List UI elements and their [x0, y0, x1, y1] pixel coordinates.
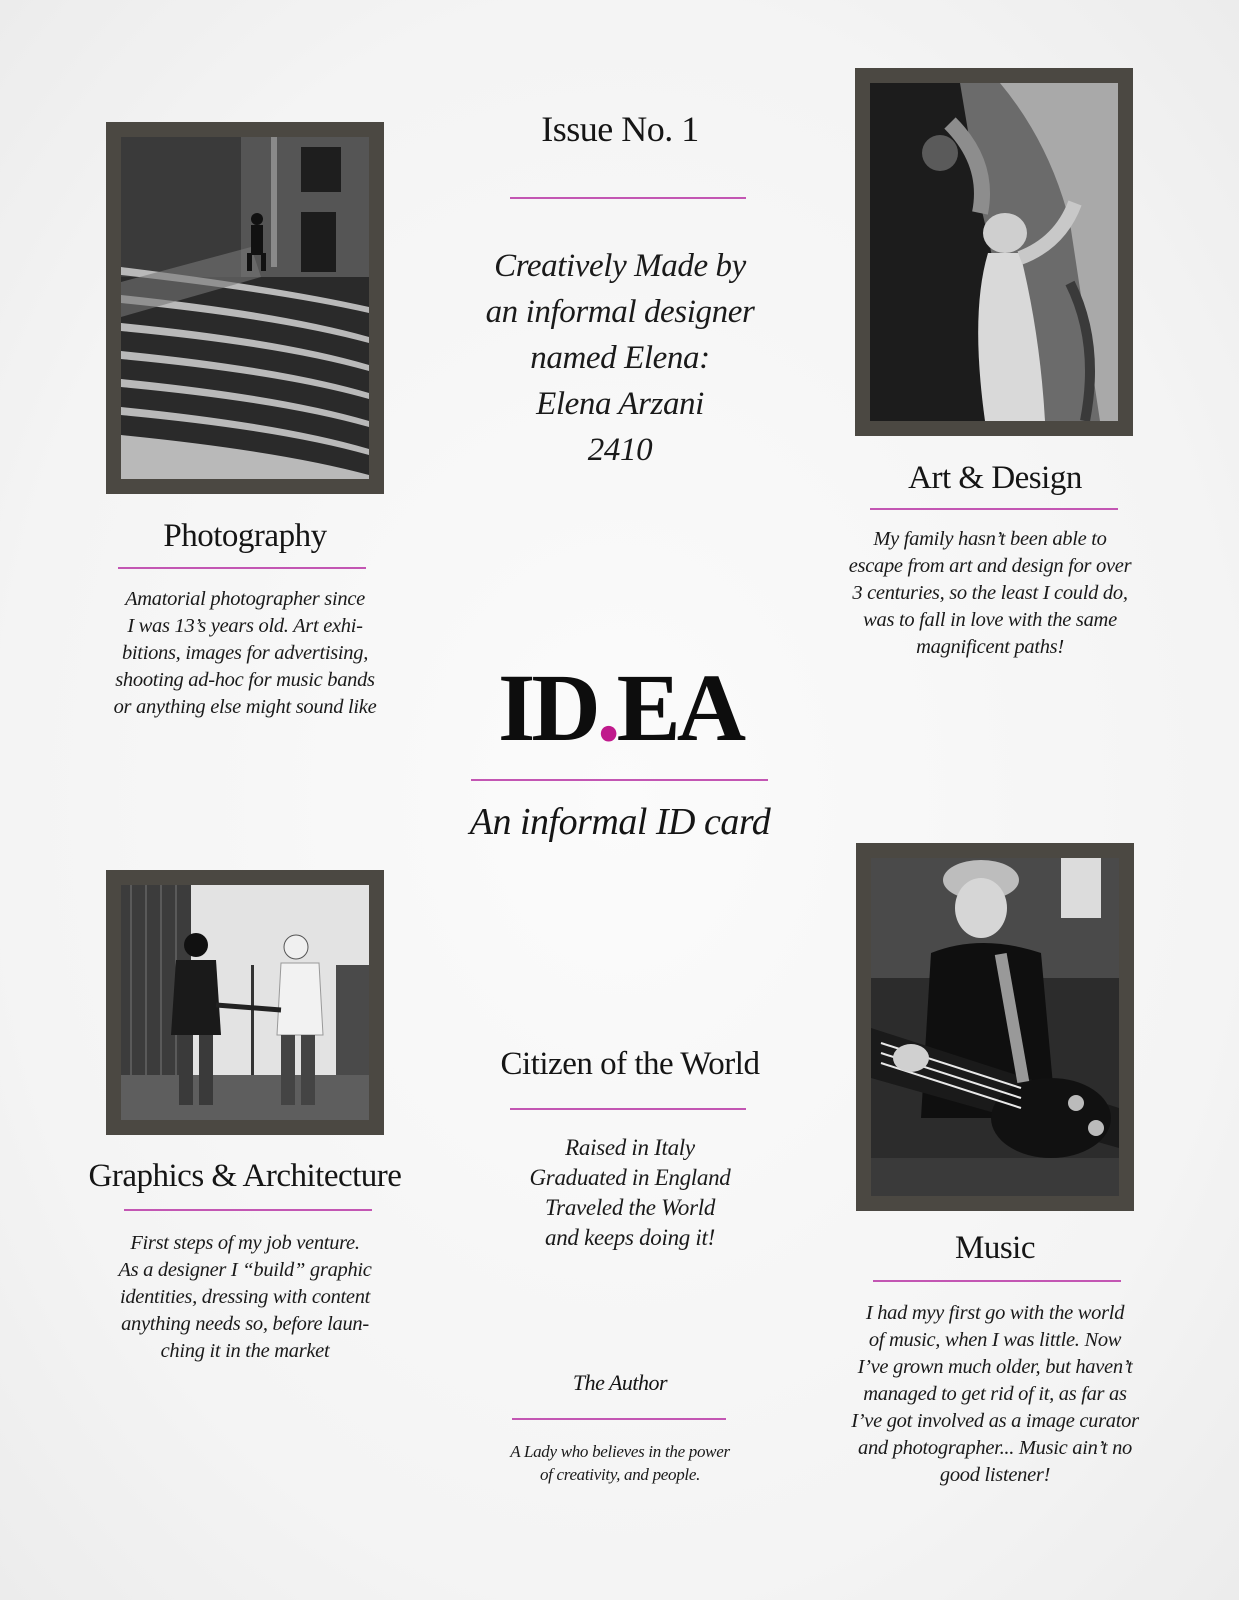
logo-part-ea: EA — [616, 654, 743, 761]
issue-number: Issue No. 1 — [541, 109, 699, 149]
graphics-photo — [121, 885, 369, 1120]
photography-photo — [121, 137, 369, 479]
tagline: An informal ID card — [469, 801, 771, 843]
art-design-title: Art & Design — [908, 460, 1082, 496]
idea-logo — [440, 654, 800, 761]
logo-dot: . — [596, 654, 617, 761]
credit-text: Creatively Made by an informal designer named Elena: Elena Arzani 2410 — [485, 248, 755, 468]
art-design-body: My family hasn’t been able to escape from art and design for over 3 centuries, so the least I could do, was to fall in love with the same magnificent paths! — [848, 528, 1132, 658]
photography-body: Amatorial photographer since I was 13’s years old. Art exhi- bitions, images for advertising, shooting ad-hoc for music bands or anything else might sound like — [113, 588, 377, 718]
music-photo-frame — [856, 843, 1134, 1211]
divider-issue — [510, 197, 746, 199]
citizen-title: Citizen of the World — [500, 1046, 760, 1082]
art-design-photo — [870, 83, 1118, 421]
divider-graphics — [124, 1209, 372, 1211]
graphics-body: First steps of my job venture. As a designer I “build” graphic identities, dressing with content anything needs so, before laun- ching it in the market — [118, 1232, 372, 1362]
citizen-body: Raised in Italy Graduated in England Traveled the World and keeps doing it! — [529, 1135, 731, 1250]
graphics-title: Graphics & Architecture — [88, 1158, 402, 1194]
divider-logo — [471, 779, 768, 781]
music-title: Music — [955, 1230, 1035, 1266]
divider-art-design — [870, 508, 1118, 510]
divider-citizen — [510, 1108, 746, 1110]
photography-photo-frame — [106, 122, 384, 494]
photography-title: Photography — [163, 518, 327, 554]
graphics-photo-frame — [106, 870, 384, 1135]
author-title: The Author — [572, 1370, 668, 1395]
music-body: I had myy first go with the world of music, when I was little. Now I’ve grown much older, but haven’t managed to get rid of it, as far as I’ve got involved as a image curator and photographer... Music ain’t no good listener! — [851, 1302, 1139, 1486]
art-design-photo-frame — [855, 68, 1133, 436]
divider-photography — [118, 567, 366, 569]
divider-author — [512, 1418, 726, 1420]
author-body: A Lady who believes in the power of creativity, and people. — [510, 1442, 730, 1484]
logo-part-id: ID — [497, 654, 597, 761]
divider-music — [873, 1280, 1121, 1282]
music-photo — [871, 858, 1119, 1196]
